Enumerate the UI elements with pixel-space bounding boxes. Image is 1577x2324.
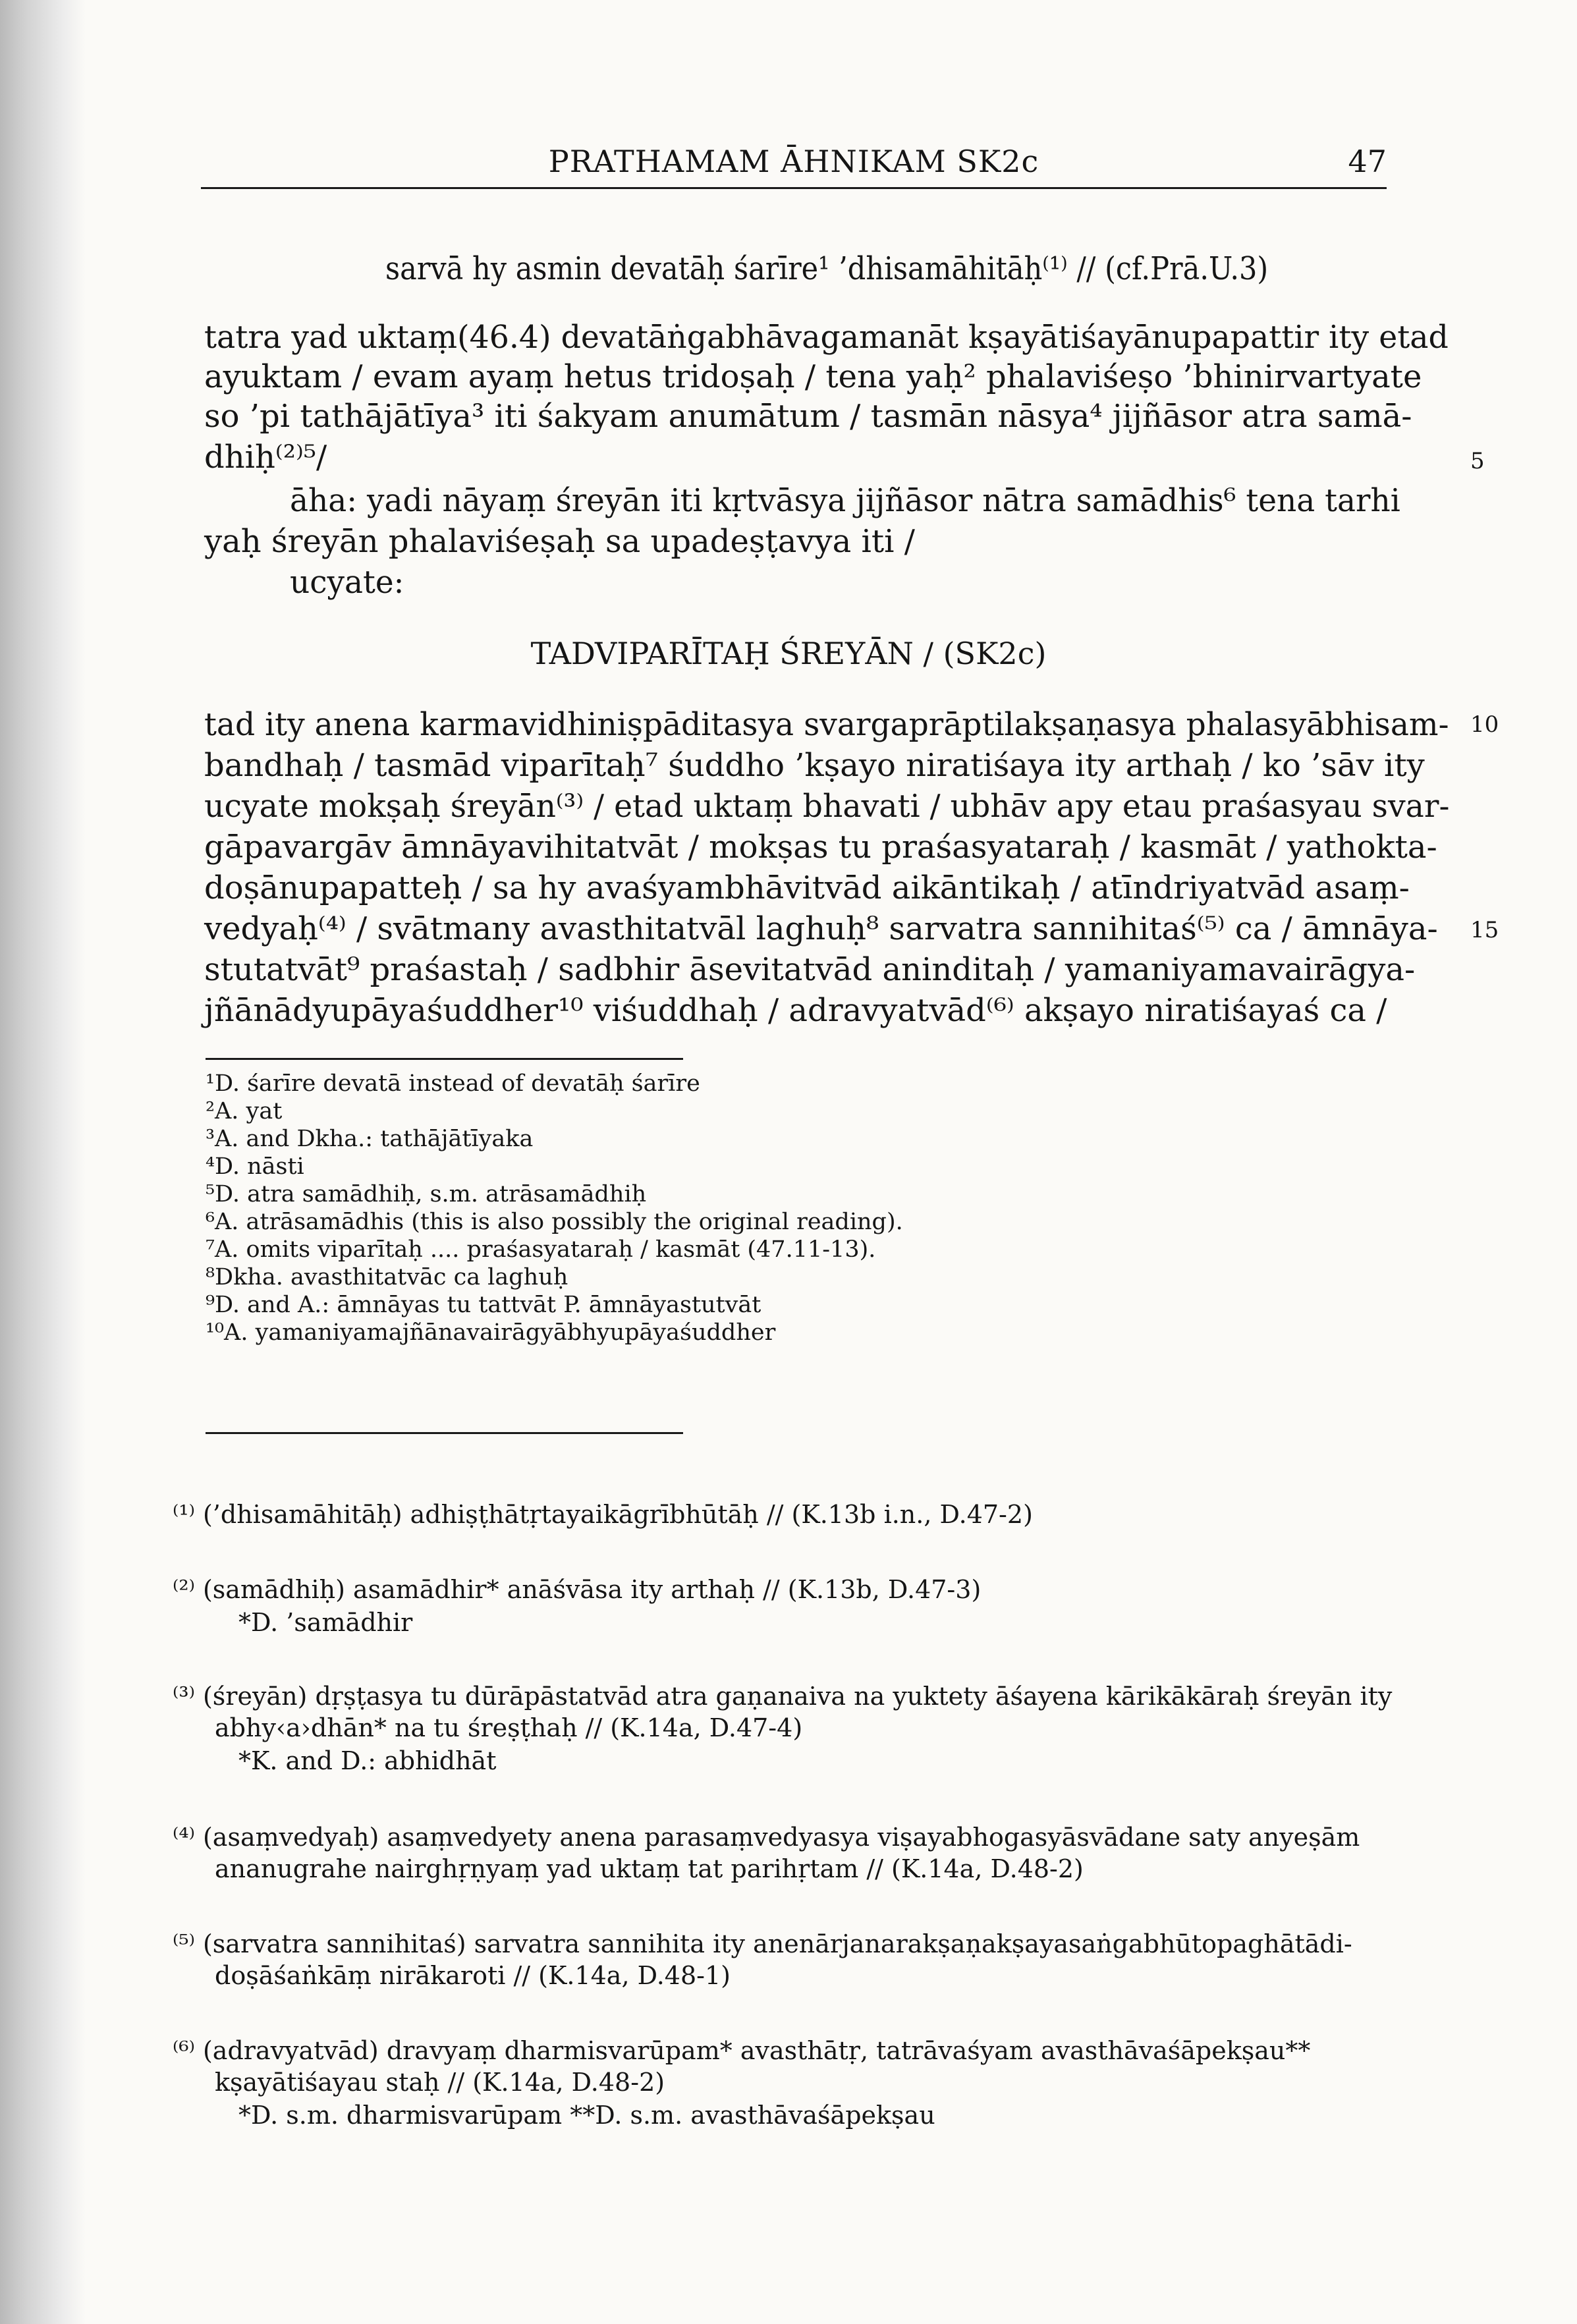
commentary-note: ⁽²⁾ (samādhiḥ) asamādhir* anāśvāsa ity arthaḥ // (K.13b, D.47-3) (173, 1575, 982, 1604)
commentary-note: ⁽⁴⁾ (asaṃvedyaḥ) asaṃvedyety anena parasaṃvedyasya viṣayabhogasyāsvādane saty anyeṣām (173, 1823, 1360, 1852)
running-title: PRATHAMAM ĀHNIKAM SK2c (548, 144, 1039, 179)
footnote: ⁸Dkha. avasthitatvāc ca laghuḥ (206, 1264, 568, 1290)
verse-quote: sarvā hy asmin devatāḥ śarīre¹ ’dhisamāhitāḥ⁽¹⁾ // (cf.Prā.U.3) (385, 250, 1269, 287)
note-subnote: *D. s.m. dharmisvarūpam **D. s.m. avasthāvaśāpekṣau (238, 2101, 935, 2130)
commentary-line: gāpavargāv āmnāyavihitatvāt / mokṣas tu praśasyataraḥ / kasmāt / yathokta- (204, 829, 1437, 866)
footnote: ¹D. śarīre devatā instead of devatāḥ śarīre (206, 1070, 700, 1097)
note-subnote: *K. and D.: abhidhāt (238, 1746, 497, 1775)
running-header (201, 136, 1387, 195)
text-line: dhiḥ⁽²⁾⁵/ (204, 439, 327, 476)
text-line: āha: yadi nāyaṃ śreyān iti kṛtvāsya jijñāsor nātra samādhis⁶ tena tarhi (290, 482, 1400, 519)
commentary-line: jñānādyupāyaśuddher¹⁰ viśuddhaḥ / adravyatvād⁽⁶⁾ akṣayo niratiśayaś ca / (204, 992, 1387, 1029)
line-number: 10 (1470, 711, 1499, 738)
footnote: ²A. yat (206, 1098, 283, 1124)
text-line: so ’pi tathājātīya³ iti śakyam anumātum / tasmān nāsya⁴ jijñāsor atra samā- (204, 398, 1412, 435)
footnote-rule (206, 1058, 683, 1060)
text-line: ayuktam / evam ayaṃ hetus tridoṣaḥ / tena yaḥ² phalaviśeṣo ’bhinirvartyate (204, 358, 1422, 395)
footnote: ³A. and Dkha.: tathājātīyaka (206, 1126, 534, 1152)
commentary-line: bandhaḥ / tasmād viparītaḥ⁷ śuddho ’kṣayo niratiśaya ity arthaḥ / ko ’sāv ity (204, 747, 1425, 784)
commentary-note: ⁽¹⁾ (’dhisamāhitāḥ) adhiṣṭhātṛtayaikāgrībhūtāḥ // (K.13b i.n., D.47-2) (173, 1500, 1033, 1529)
footnote: ¹⁰A. yamaniyamajñānavairāgyābhyupāyaśuddher (206, 1319, 776, 1346)
text-line: yaḥ śreyān phalaviśeṣaḥ sa upadeṣṭavya iti / (204, 523, 915, 560)
line-number: 15 (1470, 917, 1499, 943)
page-number: 47 (1348, 144, 1387, 179)
commentary-note-cont: ananugrahe nairghṛṇyaṃ yad uktaṃ tat parihṛtam // (K.14a, D.48-2) (215, 1854, 1084, 1883)
text-line: ucyate: (290, 564, 404, 601)
commentary-line: vedyaḥ⁽⁴⁾ / svātmany avasthitatvāl laghuḥ⁸ sarvatra sannihitaś⁽⁵⁾ ca / āmnāya- (204, 910, 1438, 947)
sutra-heading: TADVIPARĪTAḤ ŚREYĀN / (SK2c) (530, 636, 1047, 671)
footnote: ⁶A. atrāsamādhis (this is also possibly the original reading). (206, 1209, 903, 1235)
commentary-note-cont: kṣayātiśayau staḥ // (K.14a, D.48-2) (215, 2068, 665, 2097)
footnote: ⁹D. and A.: āmnāyas tu tattvāt P. āmnāyastutvāt (206, 1292, 761, 1318)
line-number: 5 (1470, 448, 1485, 474)
footnote: ⁴D. nāsti (206, 1153, 304, 1180)
footnote: ⁷A. omits viparītaḥ .... praśasyataraḥ / kasmāt (47.11-13). (206, 1236, 876, 1263)
commentary-line: doṣānupapatteḥ / sa hy avaśyambhāvitvād aikāntikaḥ / atīndriyatvād asaṃ- (204, 870, 1410, 906)
commentary-note-cont: abhy‹a›dhān* na tu śreṣṭhaḥ // (K.14a, D.47-4) (215, 1713, 803, 1742)
note-subnote: *D. ’samādhir (238, 1608, 413, 1637)
header-rule (201, 187, 1387, 189)
notes-rule (206, 1432, 683, 1434)
commentary-line: ucyate mokṣaḥ śreyān⁽³⁾ / etad uktaṃ bhavati / ubhāv apy etau praśasyau svar- (204, 788, 1450, 825)
commentary-note-cont: doṣāśaṅkāṃ nirākaroti // (K.14a, D.48-1) (215, 1961, 731, 1990)
commentary-note: ⁽³⁾ (śreyān) dṛṣṭasya tu dūrāpāstatvād atra gaṇanaiva na yuktety āśayena kārikākāraḥ śreyān ity (173, 1682, 1393, 1711)
commentary-line: stutatvāt⁹ praśastaḥ / sadbhir āsevitatvād aninditaḥ / yamaniyamavairāgya- (204, 951, 1416, 988)
commentary-line: tad ity anena karmavidhiniṣpāditasya svargaprāptilakṣaṇasya phalasyābhisam- (204, 706, 1449, 743)
commentary-note: ⁽⁵⁾ (sarvatra sannihitaś) sarvatra sannihita ity anenārjanarakṣaṇakṣayasaṅgabhūtopaghātādi- (173, 1929, 1352, 1958)
text-line: tatra yad uktaṃ(46.4) devatāṅgabhāvagamanāt kṣayātiśayānupapattir ity etad (204, 319, 1449, 356)
footnote: ⁵D. atra samādhiḥ, s.m. atrāsamādhiḥ (206, 1181, 647, 1207)
commentary-note: ⁽⁶⁾ (adravyatvād) dravyaṃ dharmisvarūpam* avasthātṛ, tatrāvaśyam avasthāvaśāpekṣau** (173, 2036, 1311, 2065)
